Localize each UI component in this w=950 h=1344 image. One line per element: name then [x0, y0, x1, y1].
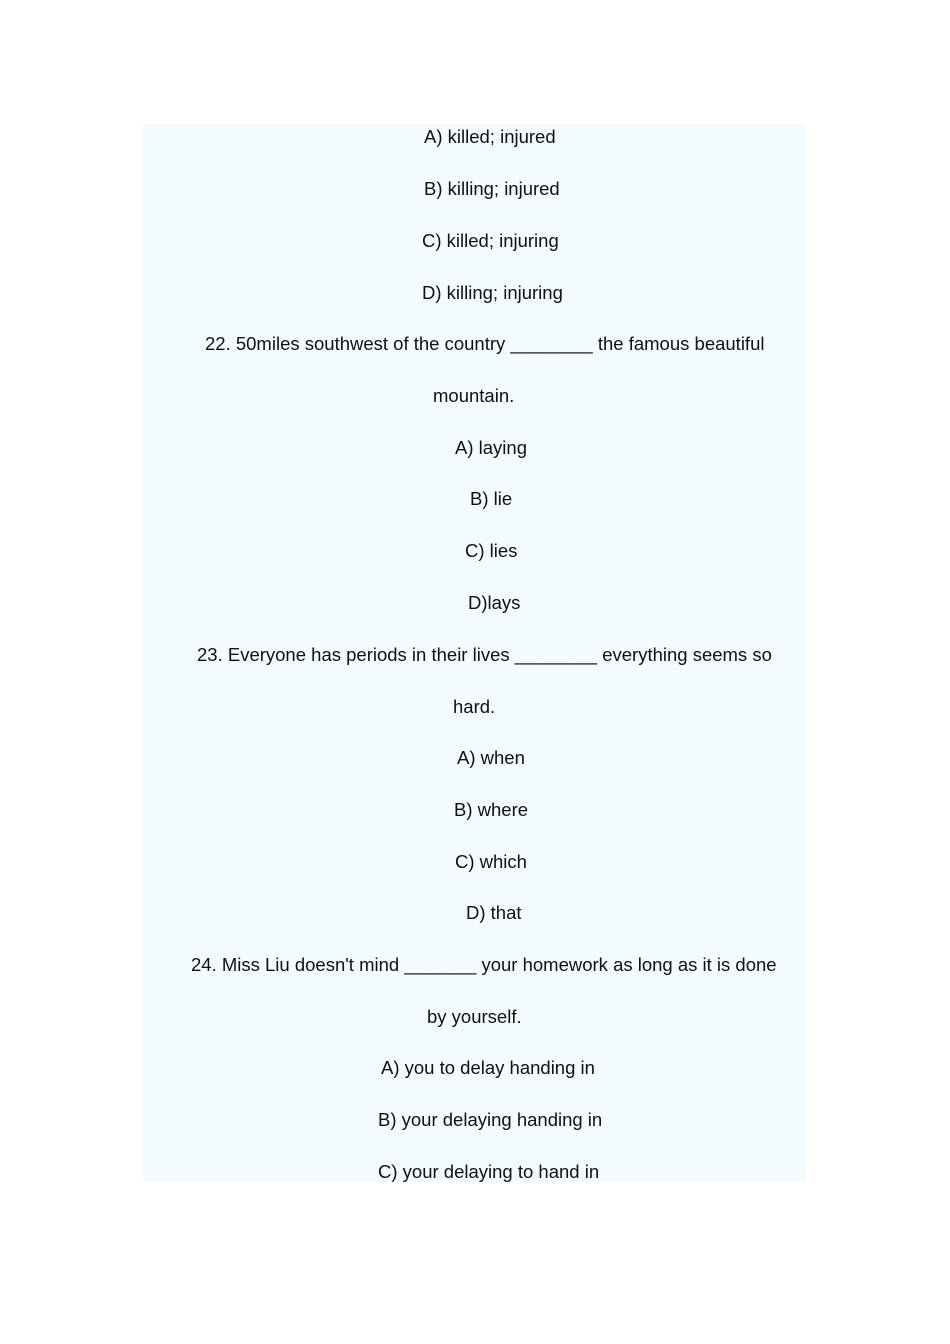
q23-option-a: A) when — [457, 747, 525, 768]
q24-option-a: A) you to delay handing in — [381, 1057, 595, 1078]
q23-stem-line2: hard. — [453, 696, 496, 717]
q23-option-c: C) which — [455, 851, 527, 872]
q21-option-a: A) killed; injured — [424, 126, 556, 147]
q22-stem-line1: 22. 50miles southwest of the country ________ the famous beautiful — [205, 333, 765, 354]
q24-stem-line2: by yourself. — [427, 1006, 522, 1027]
q21-option-b: B) killing; injured — [424, 178, 560, 199]
q22-option-d: D)lays — [468, 592, 521, 613]
q22-stem-line2: mountain. — [433, 385, 515, 406]
q24-option-c: C) your delaying to hand in — [378, 1161, 600, 1182]
q23-stem-line1: 23. Everyone has periods in their lives ________ everything seems so — [197, 644, 772, 665]
q24-stem-line1: 24. Miss Liu doesn't mind _______ your homework as long as it is done — [191, 954, 777, 975]
q24-option-b: B) your delaying handing in — [378, 1109, 603, 1130]
q22-option-a: A) laying — [455, 437, 527, 458]
q22-option-b: B) lie — [470, 488, 513, 509]
q21-option-d: D) killing; injuring — [422, 282, 563, 303]
q21-option-c: C) killed; injuring — [422, 230, 559, 251]
q23-option-d: D) that — [466, 902, 522, 923]
q23-option-b: B) where — [454, 799, 529, 820]
q22-option-c: C) lies — [465, 540, 518, 561]
